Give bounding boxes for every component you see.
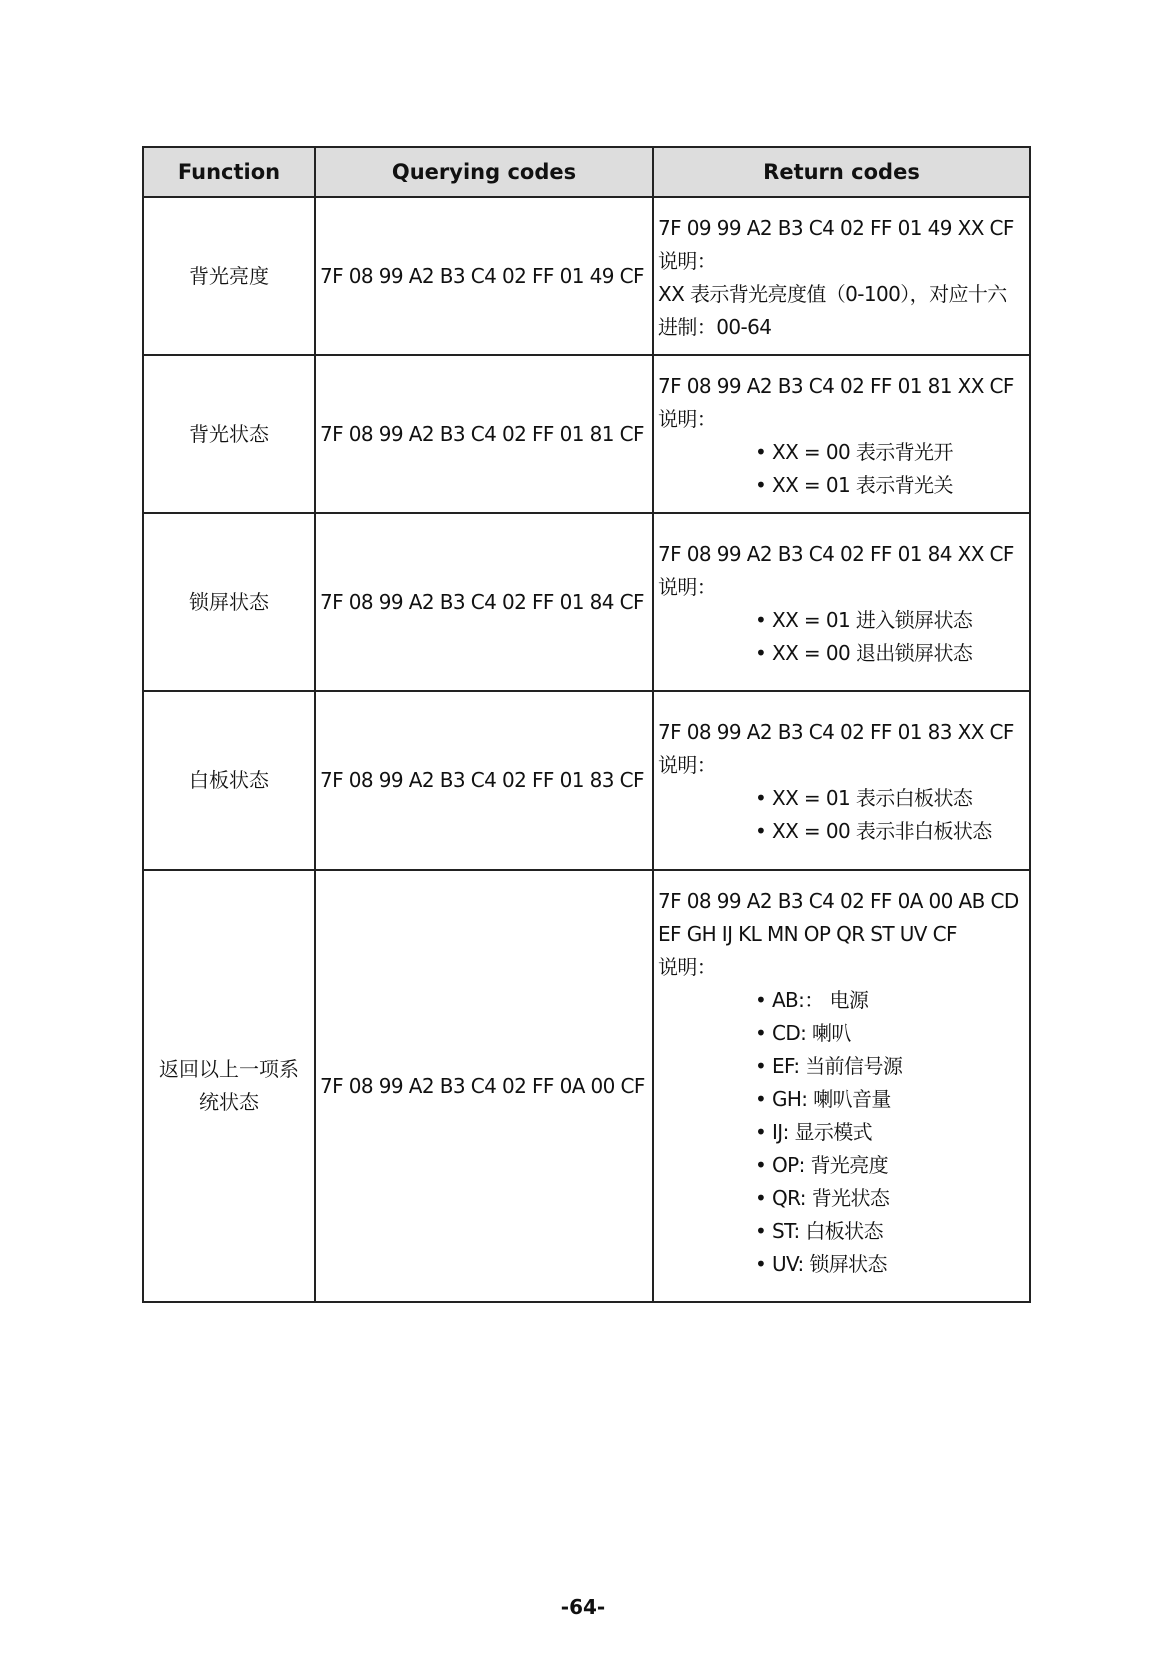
bullet-item: • XX = 00 表示非白板状态 <box>755 815 1026 848</box>
return-code: 7F 08 99 A2 B3 C4 02 FF 01 83 XX CF <box>658 720 1014 744</box>
bullet-item: • UV: 锁屏状态 <box>755 1248 1026 1281</box>
function-cell: 白板状态 <box>143 691 315 870</box>
table-row <box>143 513 1030 691</box>
table-row <box>143 870 1030 1302</box>
bullet-item: • XX = 01 表示白板状态 <box>755 782 1026 815</box>
note-text: XX 表示背光亮度值（0-100），对应十六进制：00-64 <box>658 282 1007 339</box>
return-code-cell <box>653 691 1030 870</box>
function-cell: 背光亮度 <box>143 197 315 355</box>
bullet-item: • OP: 背光亮度 <box>755 1149 1026 1182</box>
bullet-item: • CD: 喇叭 <box>755 1017 1026 1050</box>
bullet-item: • XX = 00 退出锁屏状态 <box>755 637 1026 670</box>
return-code: 7F 08 99 A2 B3 C4 02 FF 01 81 XX CF <box>658 374 1014 398</box>
table-row <box>143 355 1030 513</box>
bullet-item: • ST: 白板状态 <box>755 1215 1026 1248</box>
command-table <box>142 146 1031 1303</box>
note-label: 说明： <box>658 249 717 273</box>
table-row <box>143 197 1030 355</box>
bullet-list <box>658 782 1026 848</box>
bullet-item: • AB:： 电源 <box>755 984 1026 1017</box>
bullet-item: • XX = 00 表示背光开 <box>755 436 1026 469</box>
return-code-cell <box>653 513 1030 691</box>
bullet-item: • QR: 背光状态 <box>755 1182 1026 1215</box>
bullet-item: • XX = 01 表示背光关 <box>755 469 1026 502</box>
query-code-cell: 7F 08 99 A2 B3 C4 02 FF 01 83 CF <box>315 691 653 870</box>
query-code-cell: 7F 08 99 A2 B3 C4 02 FF 0A 00 CF <box>315 870 653 1302</box>
return-code: 7F 08 99 A2 B3 C4 02 FF 01 84 XX CF <box>658 542 1014 566</box>
page-number: -64- <box>560 1595 606 1619</box>
return-code: 7F 08 99 A2 B3 C4 02 FF 0A 00 AB CD EF GH IJ KL MN OP QR ST UV CF <box>658 889 1019 946</box>
return-code-cell <box>653 355 1030 513</box>
function-cell: 背光状态 <box>143 355 315 513</box>
header-return-codes: Return codes <box>653 147 1030 197</box>
note-label: 说明： <box>658 575 717 599</box>
return-code: 7F 09 99 A2 B3 C4 02 FF 01 49 XX CF <box>658 216 1014 240</box>
query-code-cell: 7F 08 99 A2 B3 C4 02 FF 01 49 CF <box>315 197 653 355</box>
return-code-cell <box>653 197 1030 355</box>
bullet-list <box>658 604 1026 670</box>
bullet-item: • XX = 01 进入锁屏状态 <box>755 604 1026 637</box>
table-header-row <box>143 147 1030 197</box>
bullet-item: • EF: 当前信号源 <box>755 1050 1026 1083</box>
bullet-list <box>658 984 1026 1281</box>
bullet-list <box>658 436 1026 502</box>
note-label: 说明： <box>658 955 717 979</box>
return-code-cell <box>653 870 1030 1302</box>
bullet-item: • IJ: 显示模式 <box>755 1116 1026 1149</box>
table-row <box>143 691 1030 870</box>
function-cell: 锁屏状态 <box>143 513 315 691</box>
header-function: Function <box>143 147 315 197</box>
query-code-cell: 7F 08 99 A2 B3 C4 02 FF 01 84 CF <box>315 513 653 691</box>
query-code-cell: 7F 08 99 A2 B3 C4 02 FF 01 81 CF <box>315 355 653 513</box>
function-cell: 返回以上一项系统状态 <box>143 870 315 1302</box>
bullet-item: • GH: 喇叭音量 <box>755 1083 1026 1116</box>
header-querying-codes: Querying codes <box>315 147 653 197</box>
note-label: 说明： <box>658 753 717 777</box>
note-label: 说明： <box>658 407 717 431</box>
